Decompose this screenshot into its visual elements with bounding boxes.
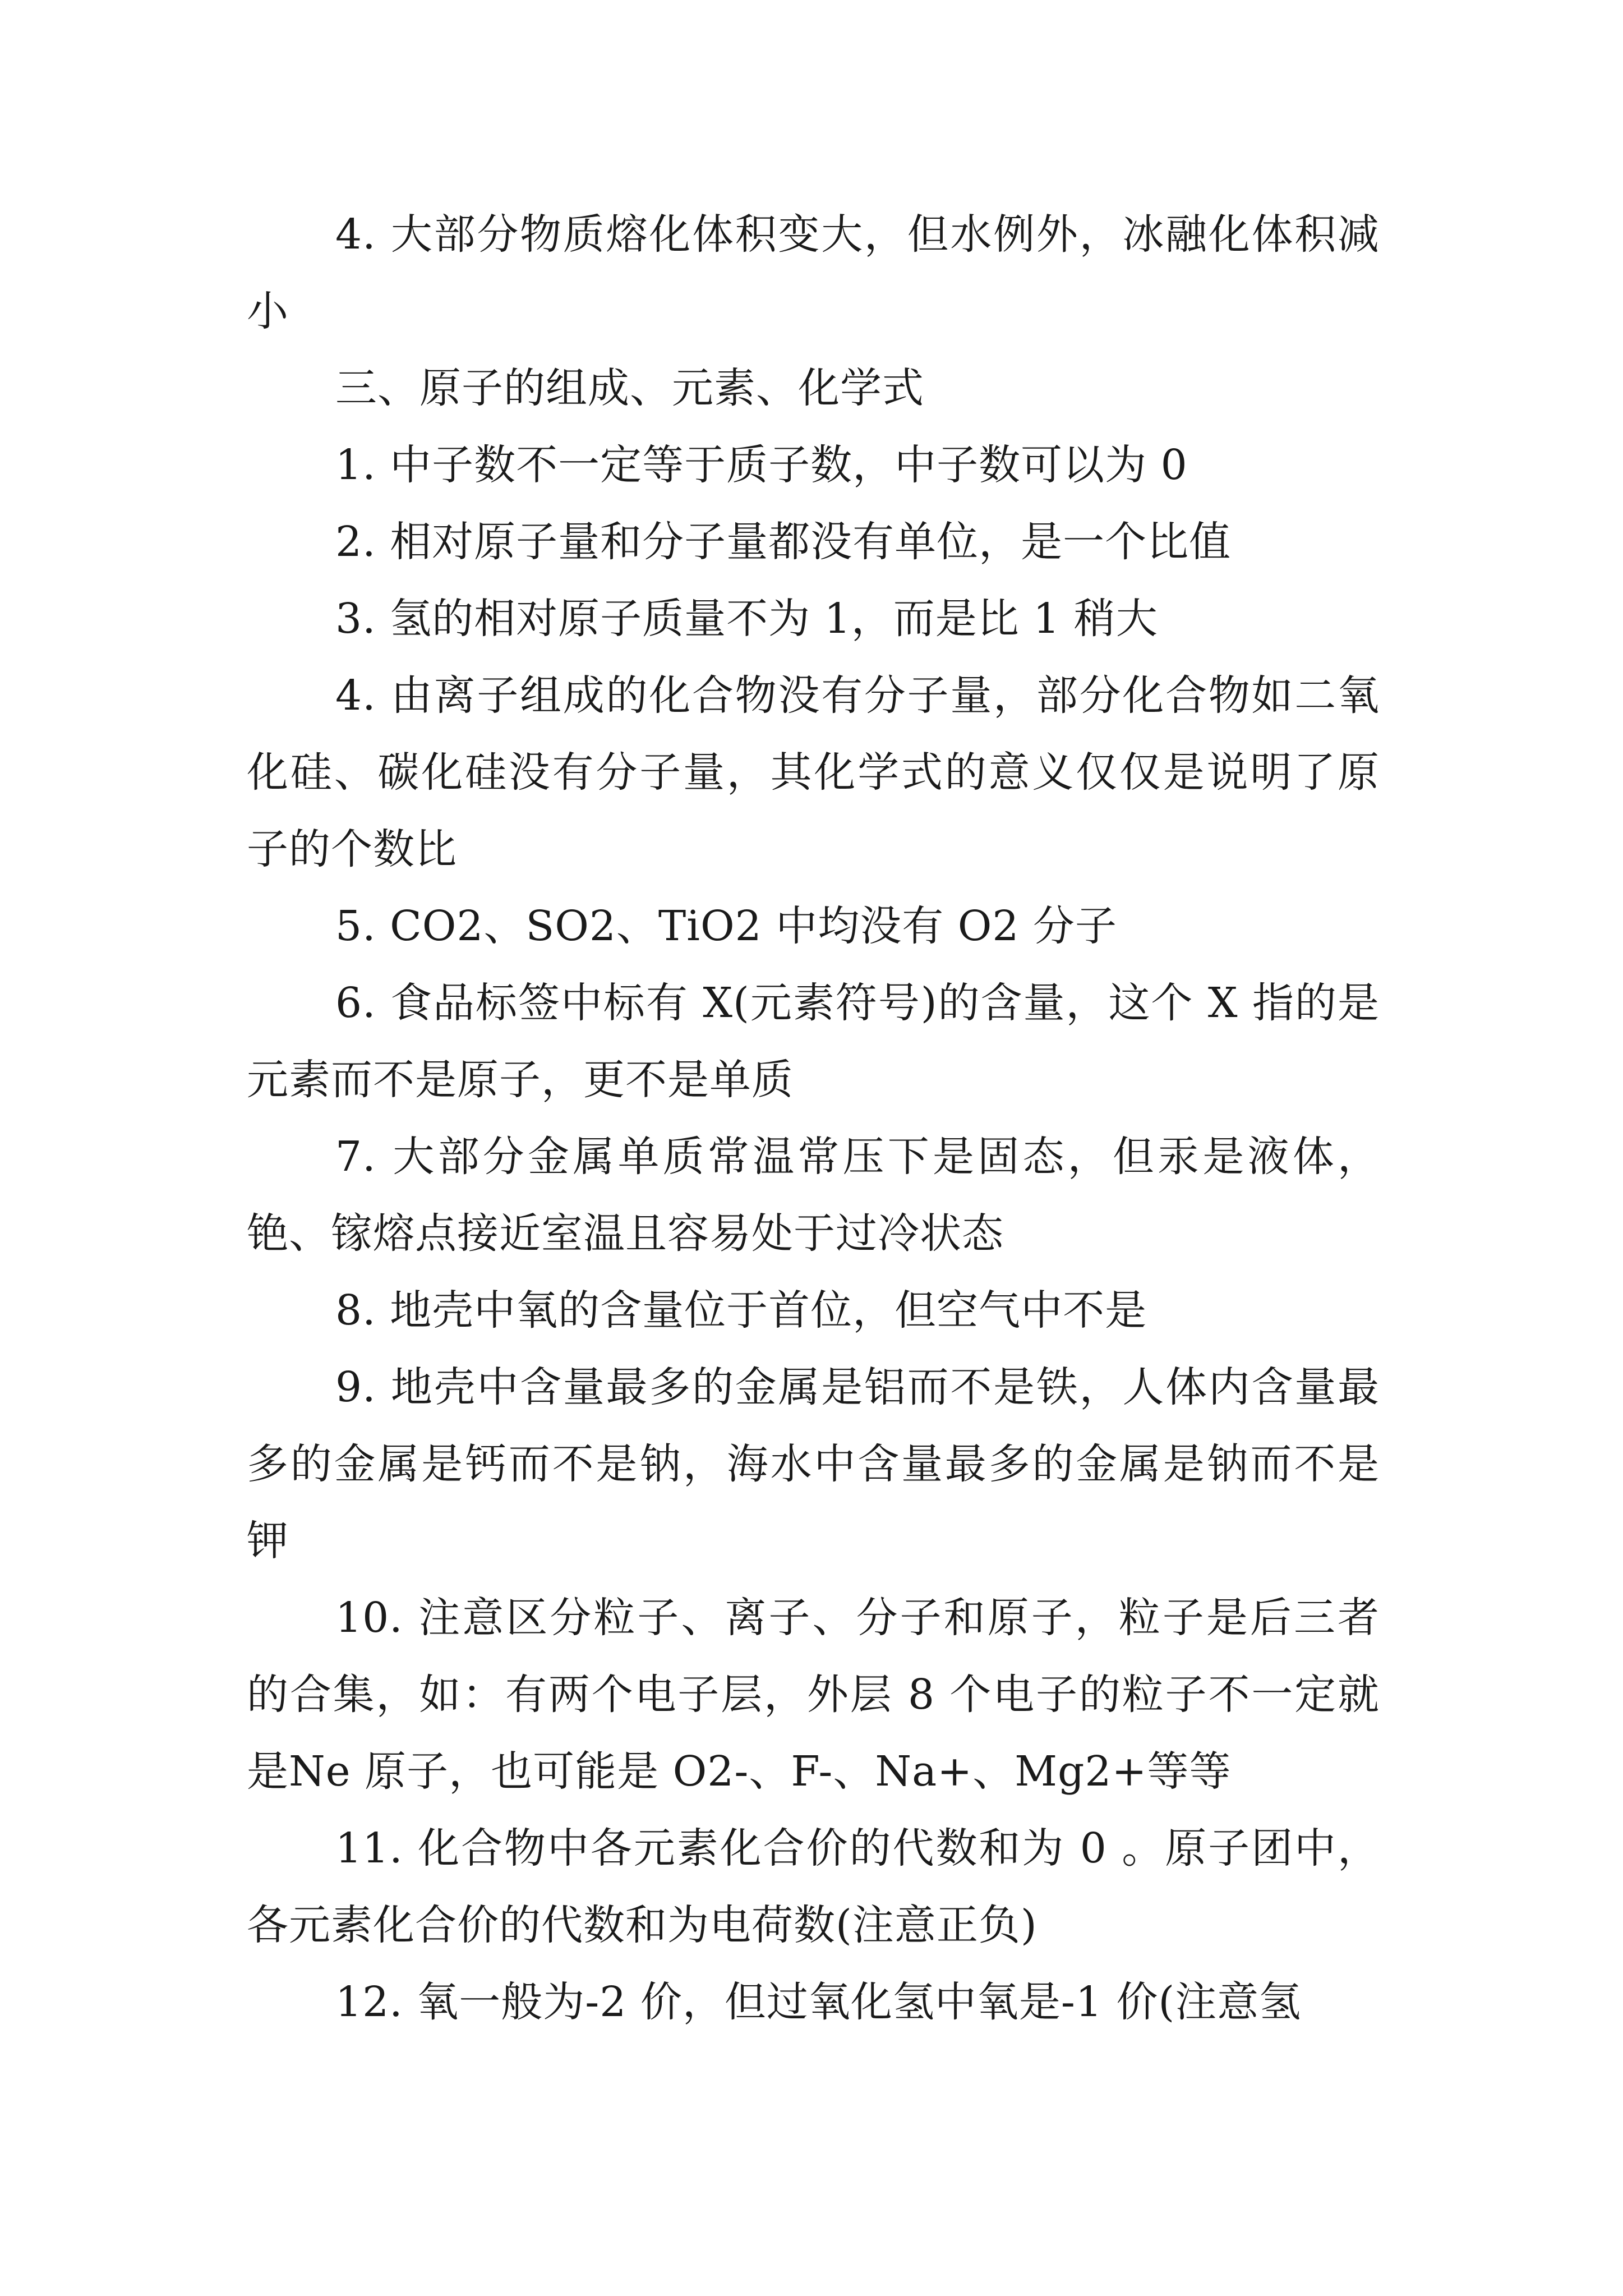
- paragraph-item-12: 12. 氧一般为-2 价，但过氧化氢中氧是-1 价(注意氢: [335, 1978, 1302, 2026]
- document-body: [247, 196, 1380, 2041]
- paragraph-item-3: 3. 氢的相对原子质量不为 1，而是比 1 稍大: [335, 595, 1158, 643]
- paragraph-item-1: 1. 中子数不一定等于质子数，中子数可以为 0: [335, 441, 1188, 489]
- paragraph-item-10: 10. 注意区分粒子、离子、分子和原子，粒子是后三者的合集，如：有两个电子层，外层 8 个电子的粒子不一定就是Ne 原子，也可能是 O2-、F-、Na+、Mg2+等等: [247, 1594, 1380, 1796]
- section-heading-atoms: 三、原子的组成、元素、化学式: [335, 364, 924, 412]
- paragraph-melting-volume: 4. 大部分物质熔化体积变大，但水例外，冰融化体积减小: [247, 210, 1380, 335]
- paragraph-item-7: 7. 大部分金属单质常温常压下是固态，但汞是液体，铯、镓熔点接近室温且容易处于过冷状态: [247, 1133, 1380, 1258]
- paragraph-item-2: 2. 相对原子量和分子量都没有单位，是一个比值: [335, 518, 1232, 566]
- paragraph-item-11: 11. 化合物中各元素化合价的代数和为 0 。原子团中，各元素化合价的代数和为电荷数(注意正负): [247, 1824, 1380, 1949]
- paragraph-item-9: 9. 地壳中含量最多的金属是铝而不是铁，人体内含量最多的金属是钙而不是钠，海水中含量最多的金属是钠而不是钾: [247, 1363, 1380, 1565]
- paragraph-item-5: 5. CO2、SO2、TiO2 中均没有 O2 分子: [335, 902, 1118, 950]
- paragraph-item-6: 6. 食品标签中标有 X(元素符号)的含量，这个 X 指的是元素而不是原子，更不是单质: [247, 979, 1380, 1104]
- paragraph-item-4: 4. 由离子组成的化合物没有分子量，部分化合物如二氧化硅、碳化硅没有分子量，其化学式的意义仅仅是说明了原子的个数比: [247, 671, 1380, 873]
- paragraph-item-8: 8. 地壳中氧的含量位于首位，但空气中不是: [335, 1286, 1147, 1335]
